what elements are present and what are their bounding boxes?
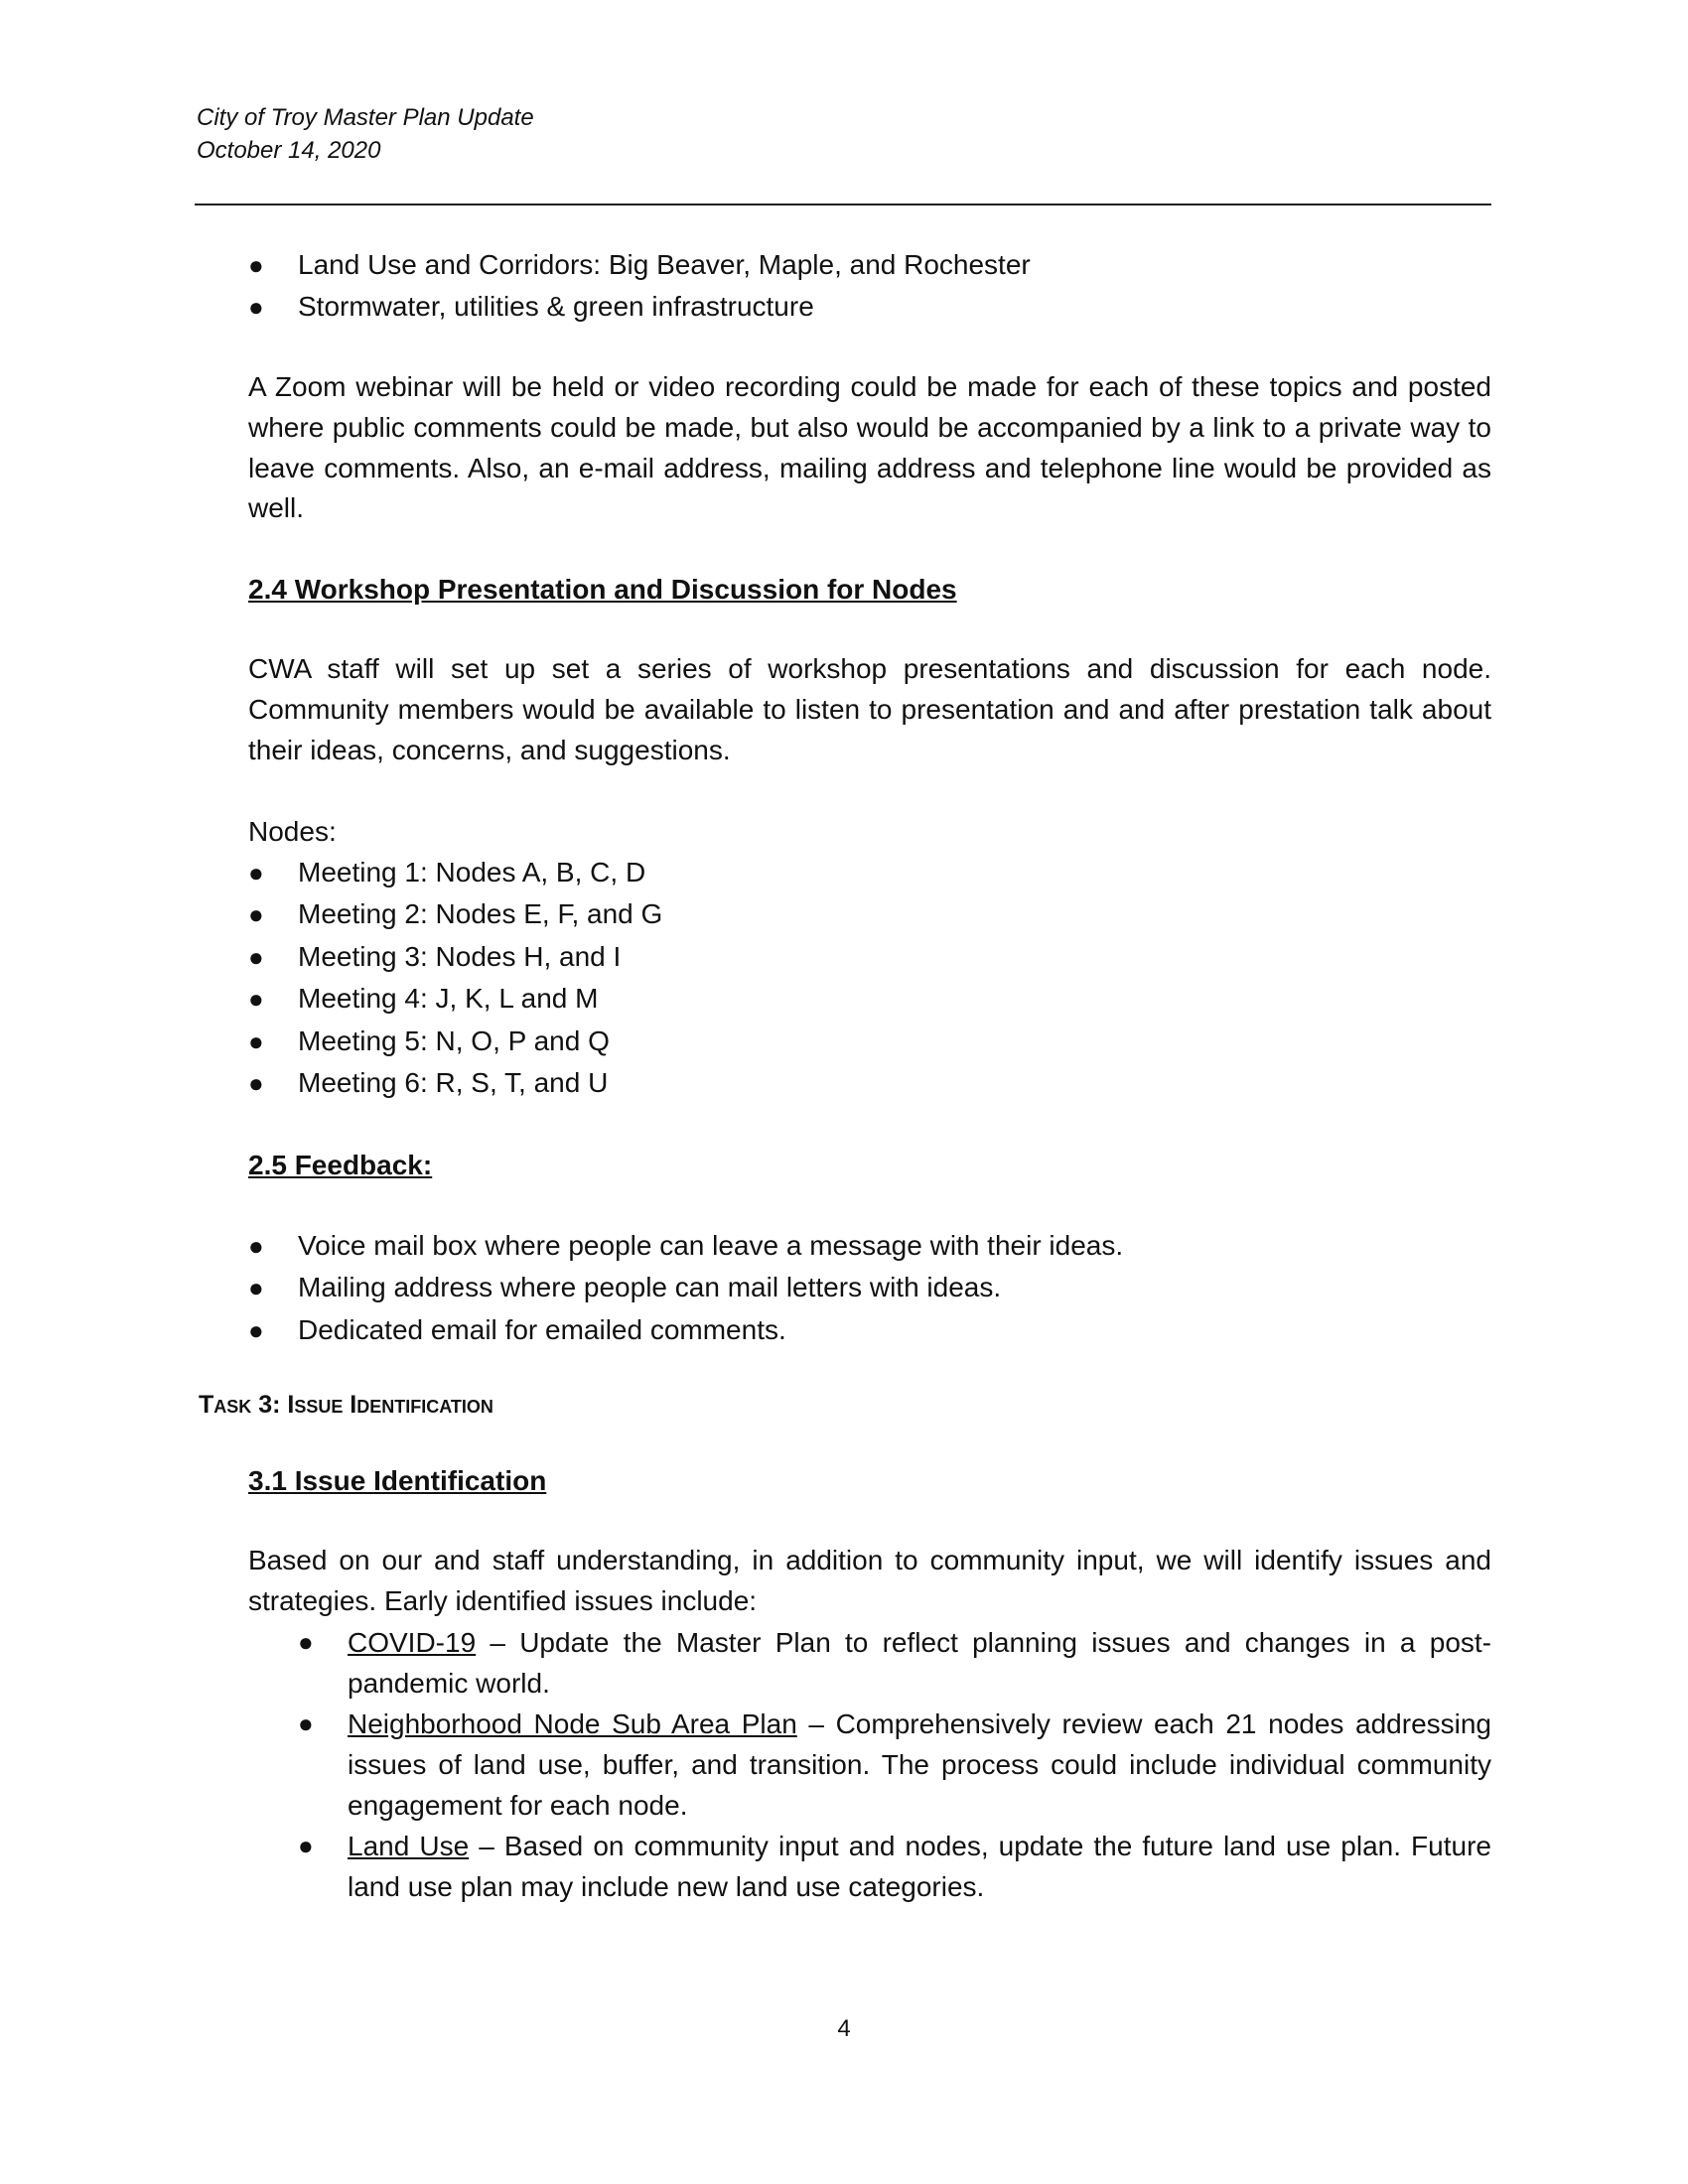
list-item: ● Meeting 2: Nodes E, F, and G	[248, 893, 1491, 936]
list-item: ● Voice mail box where people can leave a message with their ideas.	[248, 1225, 1491, 1268]
feedback-list	[248, 1225, 1491, 1352]
bullet-icon: ●	[248, 250, 264, 280]
bullet-icon: ●	[248, 1273, 264, 1303]
bullet-icon: ●	[298, 1707, 314, 1738]
bullet-icon: ●	[298, 1830, 314, 1860]
list-item: ● Meeting 5: N, O, P and Q	[248, 1021, 1491, 1063]
header-date: October 14, 2020	[197, 137, 381, 164]
bullet-icon: ●	[248, 292, 264, 322]
issue-text: – Based on community input and nodes, update the future land use plan. Future land use plan may include new land use categories.	[348, 1830, 1491, 1902]
list-item	[248, 1622, 1491, 1704]
issue-text: – Comprehensively review each 21 nodes addressing issues of land use, buffer, and transition. The process could include individual community engagement for each node.	[348, 1707, 1492, 1821]
page-header	[197, 101, 534, 167]
nodes-label: Nodes:	[248, 815, 337, 847]
task-3-heading: Task 3: Issue Identification	[199, 1391, 493, 1419]
section-heading-2-4: 2.4 Workshop Presentation and Discussion for Nodes	[248, 574, 957, 606]
issue-paragraph: Based on our and staff understanding, in addition to community input, we will identify issues and strategies. Early identified issues include:	[248, 1545, 1491, 1616]
main-content	[248, 244, 1491, 1907]
list-item: ● Dedicated email for emailed comments.	[248, 1309, 1491, 1352]
list-item: ● Mailing address where people can mail letters with ideas.	[248, 1267, 1491, 1309]
meeting-list	[248, 852, 1491, 1105]
bullet-icon: ●	[248, 857, 264, 887]
list-item: ● Meeting 3: Nodes H, and I	[248, 936, 1491, 979]
list-item: ● Meeting 6: R, S, T, and U	[248, 1062, 1491, 1105]
bullet-icon: ●	[298, 1626, 314, 1657]
zoom-paragraph: A Zoom webinar will be held or video recording could be made for each of these topics and posted where public comments could be made, but also would be accompanied by a link to a private way to leave comments. Also, an e-mail address, mailing address and telephone line would be provided as well.	[248, 371, 1491, 524]
topic-bullet-list	[248, 244, 1491, 328]
header-divider	[195, 204, 1491, 205]
workshop-paragraph: CWA staff will set up set a series of workshop presentations and discussion for each node. Community members would be available to listen to presentation and and after prestation talk about their ideas, concerns, and suggestions.	[248, 653, 1491, 765]
bullet-icon: ●	[248, 941, 264, 972]
list-item: ● Meeting 1: Nodes A, B, C, D	[248, 852, 1491, 894]
list-item: ● Stormwater, utilities & green infrastructure	[248, 286, 1491, 328]
bullet-icon: ●	[248, 984, 264, 1015]
list-item	[248, 1704, 1491, 1826]
issue-term: COVID-19	[348, 1626, 477, 1658]
bullet-icon: ●	[248, 899, 264, 930]
bullet-icon: ●	[248, 1230, 264, 1261]
list-item	[248, 1826, 1491, 1907]
bullet-icon: ●	[248, 1025, 264, 1056]
issue-term: Land Use	[348, 1830, 470, 1861]
issue-text: – Update the Master Plan to reflect planning issues and changes in a post-pandemic world.	[348, 1626, 1491, 1699]
page-number: 4	[837, 2015, 851, 2042]
bullet-icon: ●	[248, 1068, 264, 1099]
header-title: City of Troy Master Plan Update	[197, 104, 534, 131]
section-heading-3-1: 3.1 Issue Identification	[248, 1465, 547, 1497]
list-item: ● Land Use and Corridors: Big Beaver, Maple, and Rochester	[248, 244, 1491, 286]
issue-list	[248, 1622, 1491, 1907]
bullet-icon: ●	[248, 1314, 264, 1345]
section-heading-2-5: 2.5 Feedback:	[248, 1149, 433, 1180]
issue-term: Neighborhood Node Sub Area Plan	[348, 1707, 797, 1739]
list-item: ● Meeting 4: J, K, L and M	[248, 978, 1491, 1021]
